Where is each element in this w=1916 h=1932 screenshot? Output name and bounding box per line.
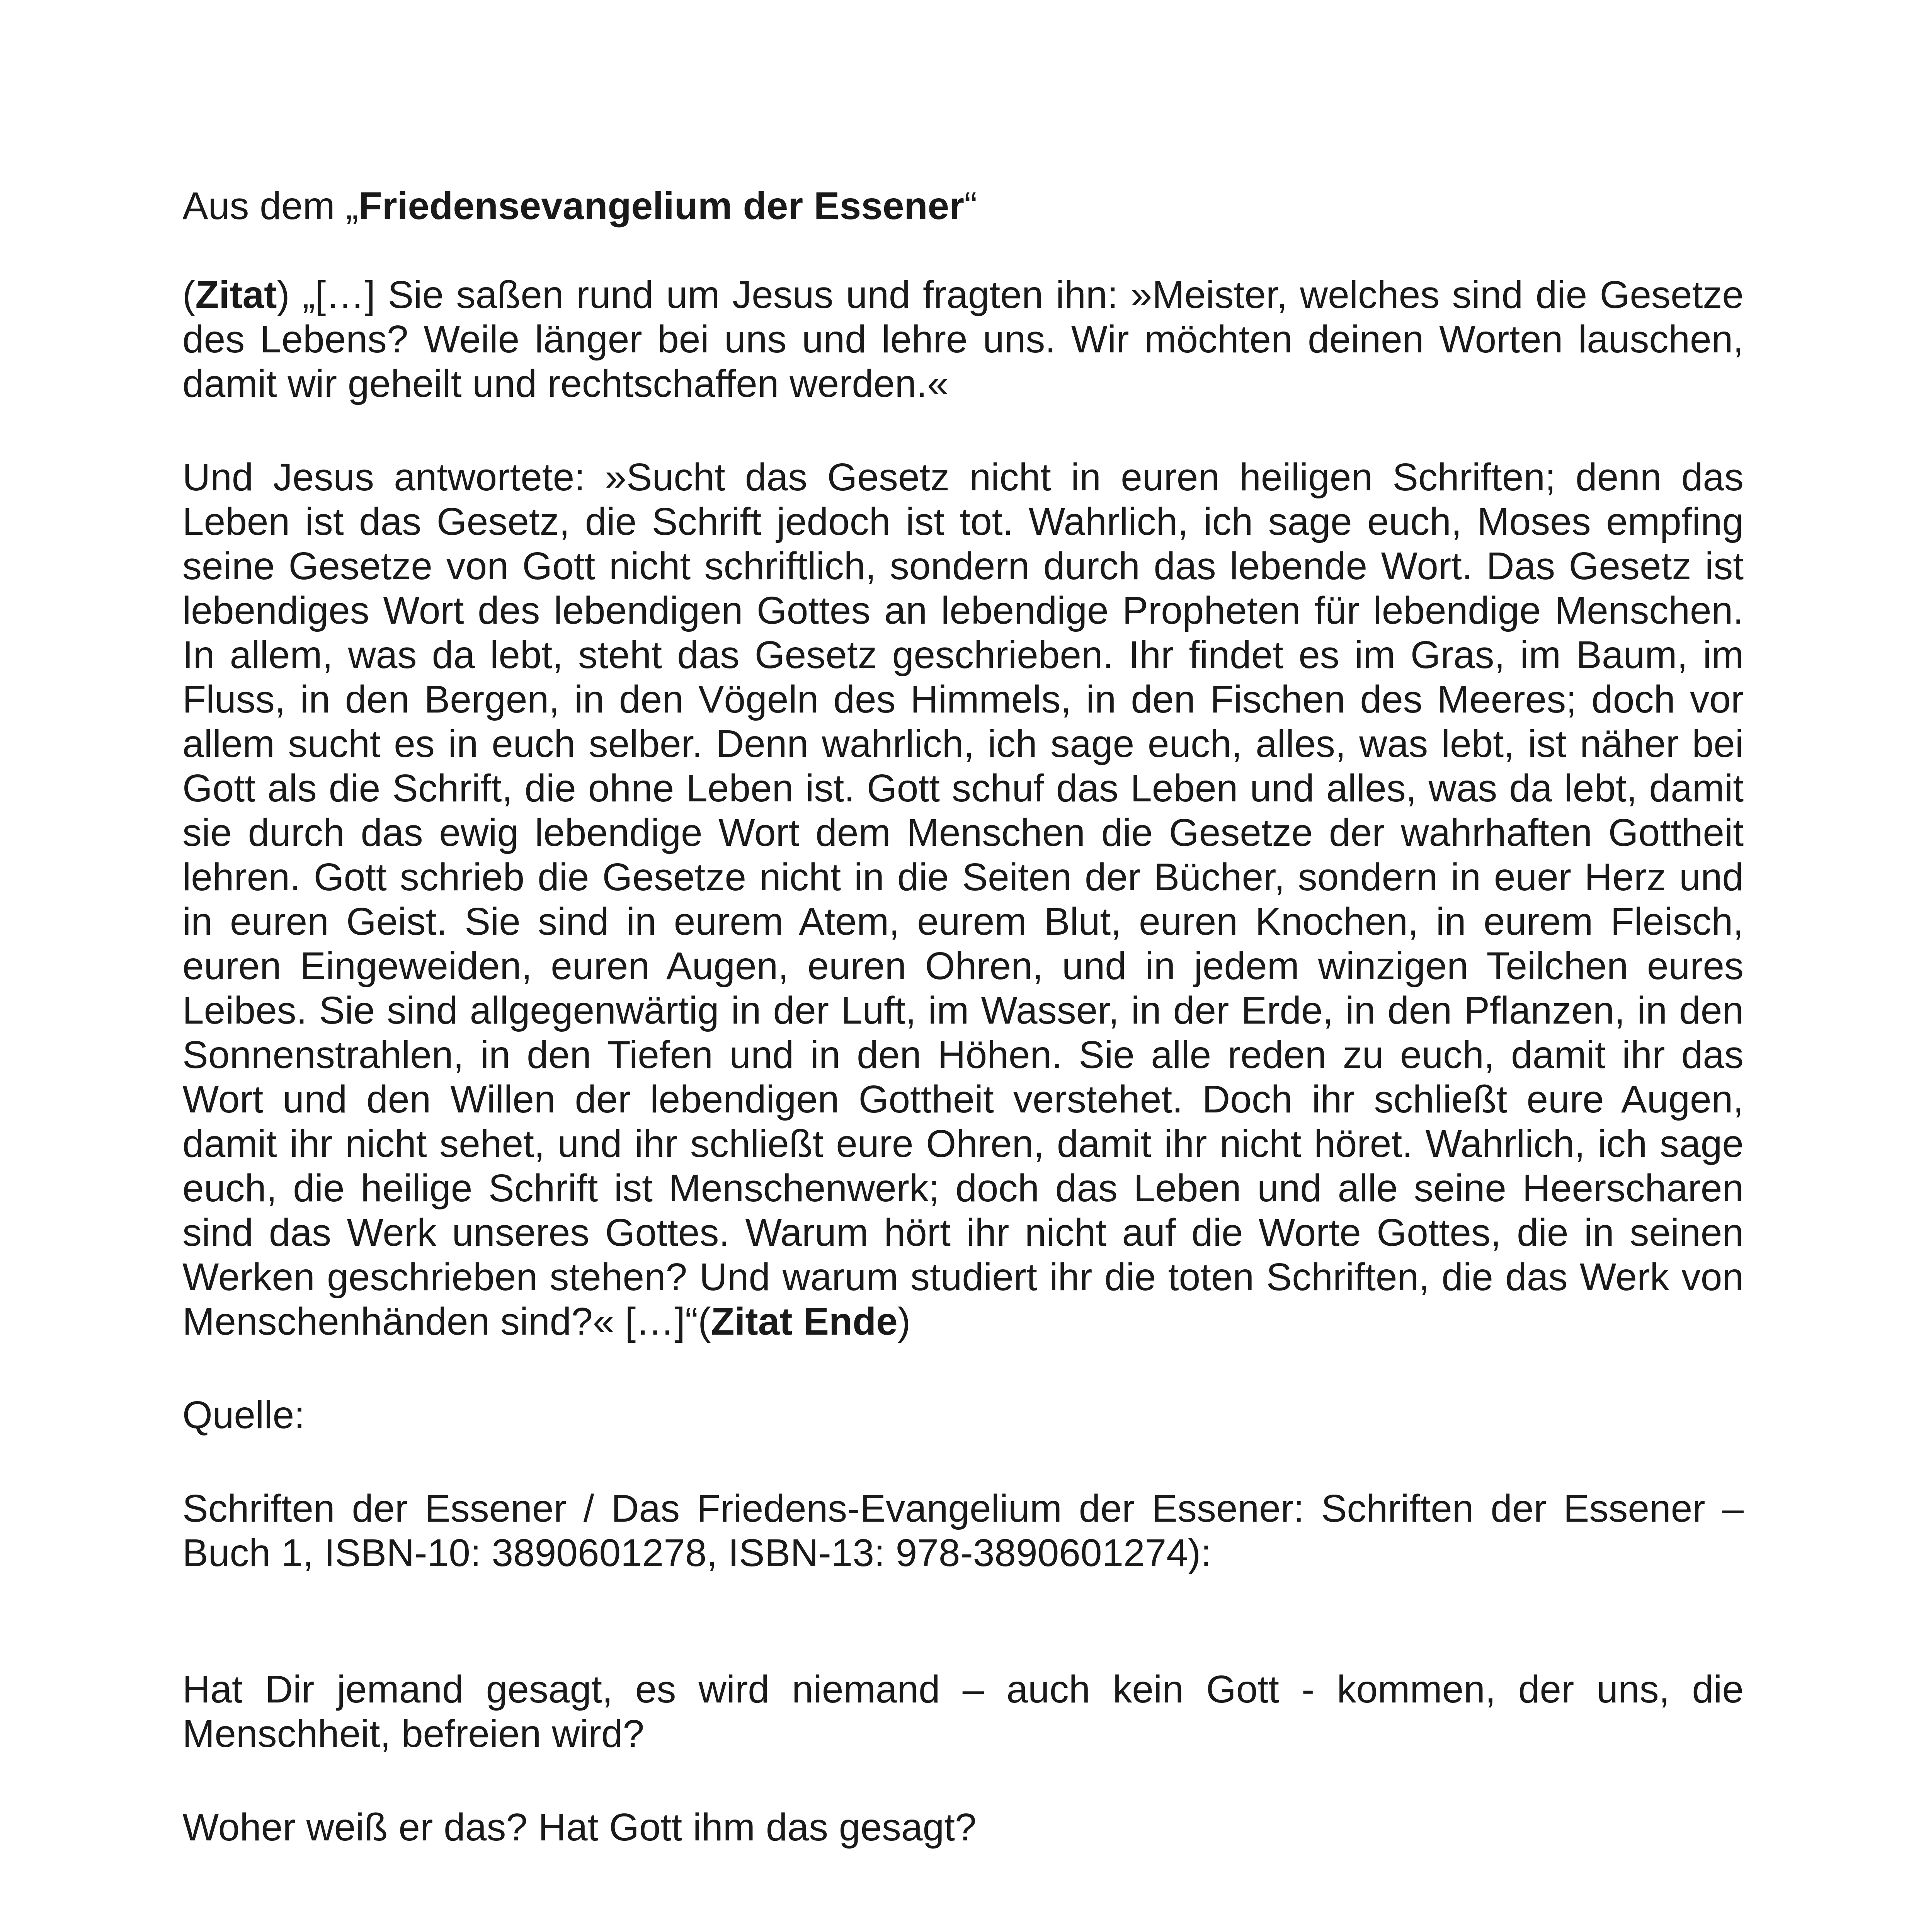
quote-body-text: Und Jesus antwortete: »Sucht das Gesetz nicht in euren heiligen Schriften; denn das Leben ist das Gesetz, die Schrift jedoch ist tot. Wahrlich, ich sage euch, Moses empfing seine Gesetze von Gott nicht schriftlich, sondern durch das lebende Wort. Das Gesetz ist lebendiges Wort des lebendigen Gottes an lebendige Propheten für lebendige Menschen. In allem, was da lebt, steht das Gesetz geschrieben. Ihr findet es im Gras, im Baum, im Fluss, in den Bergen, in den Vögeln des Himmels, in den Fischen des Meeres; doch vor allem sucht es in euch selber. Denn wahrlich, ich sage euch, alles, was lebt, ist näher bei Gott als die Schrift, die ohne Leben ist. Gott schuf das Leben und alles, was da lebt, damit sie durch das ewig lebendige Wort dem Menschen die Gesetze der wahrhaften Gottheit lehren. Gott schrieb die Gesetze nicht in die Seiten der Bücher, sondern in euer Herz und in euren Geist. Sie sind in eurem Atem, eurem Blut, euren Knochen, in eurem Fleisch, euren Eingeweiden, euren Augen, euren Ohren, und in jedem winzigen Teilchen eures Leibes. Sie sind allgegenwärtig in der Luft, im Wasser, in der Erde, in den Pflanzen, in den Sonnenstrahlen, in den Tiefen und in den Höhen. Sie alle reden zu euch, damit ihr das Wort und den Willen der lebendigen Gottheit verstehet. Doch ihr schließt eure Augen, damit ihr nicht sehet, und ihr schließt eure Ohren, damit ihr nicht höret. Wahrlich, ich sage euch, die heilige Schrift ist Menschenwerk; doch das Leben und alle seine Heerscharen sind das Werk unseres Gottes. Warum hört ihr nicht auf die Worte Gottes, die in seinen Werken geschrieben stehen? Und warum studiert ihr die toten Schriften, die das Werk von Menschenhänden sind?« […]“( <box>182 456 1744 1343</box>
spacer <box>182 228 1744 273</box>
source-citation: Schriften der Essener / Das Friedens-Evangelium der Essener: Schriften der Essener – Buch 1, ISBN-10: 3890601278, ISBN-13: 978-3890601274): <box>182 1487 1744 1575</box>
quote-end-label: Zitat Ende <box>711 1300 898 1343</box>
spacer <box>182 1756 1744 1805</box>
quote-start-label: Zitat <box>195 273 277 316</box>
spacer <box>182 406 1744 455</box>
spacer <box>182 1437 1744 1486</box>
closing-question-2: Woher weiß er das? Hat Gott ihm das gesagt? <box>182 1806 977 1849</box>
open-paren: ( <box>182 273 196 316</box>
heading-suffix: “ <box>964 184 977 228</box>
close-paren: ) <box>897 1300 911 1343</box>
heading-prefix: Aus dem „ <box>182 184 359 228</box>
heading-title: Friedensevangelium der Essener <box>358 184 965 228</box>
source-label: Quelle: <box>182 1393 305 1437</box>
quote-body-paragraph <box>182 455 1744 1344</box>
quote-intro-text: ) „[…] Sie saßen rund um Jesus und fragten ihn: »Meister, welches sind die Gesetze des Lebens? Weile länger bei uns und lehre uns. Wir möchten deinen Worten lauschen, damit wir geheilt und rechtschaffen werden.« <box>182 273 1744 405</box>
spacer <box>182 1575 1744 1667</box>
document-body <box>182 184 1744 1850</box>
closing-question-1: Hat Dir jemand gesagt, es wird niemand – auch kein Gott - kommen, der uns, die Menschheit, befreien wird? <box>182 1668 1744 1755</box>
spacer <box>182 1344 1744 1393</box>
quote-intro-paragraph <box>182 273 1744 406</box>
document-heading <box>182 184 1744 228</box>
